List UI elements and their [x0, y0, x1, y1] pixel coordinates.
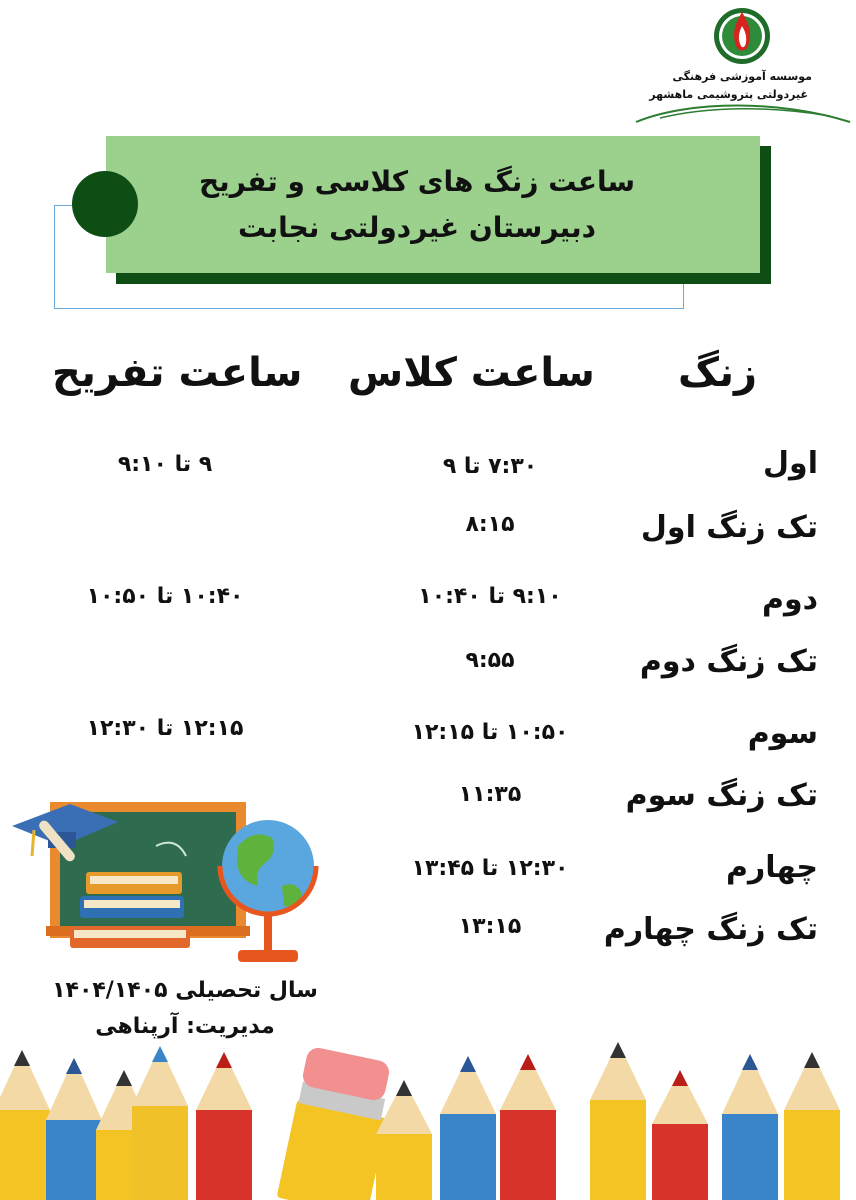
- row-class-time: ۷:۳۰ تا ۹: [442, 454, 538, 479]
- column-header-break-time: ساعت تفریح: [52, 350, 303, 396]
- logo-org-line2: غیردولتی پتروشیمی ماهشهر: [649, 88, 808, 101]
- row-class-time: ۱۱:۳۵: [458, 782, 522, 807]
- pencils-border-illustration: [0, 1040, 856, 1200]
- row-bell: چهارم: [726, 850, 818, 885]
- management-name: مدیریت: آرپناهی: [95, 1014, 275, 1039]
- row-break-time: ۱۲:۱۵ تا ۱۲:۳۰: [86, 716, 244, 741]
- row-break-time: ۹ تا ۹:۱۰: [117, 452, 213, 477]
- page-title: ساعت زنگ های کلاسی و تفریح: [198, 165, 636, 198]
- column-header-bell: زنگ: [678, 350, 758, 396]
- school-logo: [630, 4, 852, 130]
- pencil-yellow: [376, 1080, 432, 1200]
- title-banner: [106, 136, 760, 273]
- row-bell: تک زنگ اول: [640, 510, 818, 545]
- pencil-red: [500, 1054, 556, 1200]
- row-class-time: ۱۲:۳۰ تا ۱۳:۴۵: [411, 856, 569, 881]
- row-bell: تک زنگ دوم: [639, 644, 818, 679]
- row-class-time: ۱۳:۱۵: [458, 914, 522, 939]
- pencil-yellow: [132, 1046, 188, 1200]
- row-bell: تک زنگ سوم: [625, 778, 818, 813]
- pencil-red: [652, 1070, 708, 1200]
- pencil-blue: [722, 1054, 778, 1200]
- column-header-class-time: ساعت کلاس: [348, 350, 595, 396]
- pencil-blue: [46, 1058, 102, 1200]
- pencil-red: [196, 1052, 252, 1200]
- row-class-time: ۱۰:۵۰ تا ۱۲:۱۵: [411, 720, 569, 745]
- row-class-time: ۹:۵۵: [465, 648, 515, 673]
- school-name: دبیرستان غیردولتی نجابت: [238, 211, 596, 244]
- row-class-time: ۸:۱۵: [465, 512, 515, 537]
- pencil-eraser-end: [277, 1046, 392, 1200]
- row-bell: اول: [763, 446, 818, 481]
- pencil-blue: [440, 1056, 496, 1200]
- academic-year: سال تحصیلی ۱۴۰۴/۱۴۰۵: [52, 978, 318, 1003]
- row-bell: سوم: [747, 716, 818, 751]
- pencil-yellow: [0, 1050, 50, 1200]
- logo-org-line1: موسسه آموزشی فرهنگی: [672, 70, 812, 83]
- pencil-yellow: [784, 1052, 840, 1200]
- row-class-time: ۹:۱۰ تا ۱۰:۴۰: [418, 584, 562, 609]
- school-supplies-illustration: [6, 776, 326, 976]
- row-bell: دوم: [761, 582, 818, 617]
- row-break-time: ۱۰:۴۰ تا ۱۰:۵۰: [86, 584, 244, 609]
- row-bell: تک زنگ چهارم: [603, 912, 818, 947]
- pencil-yellow: [590, 1042, 646, 1200]
- flame-emblem-icon: [630, 4, 852, 130]
